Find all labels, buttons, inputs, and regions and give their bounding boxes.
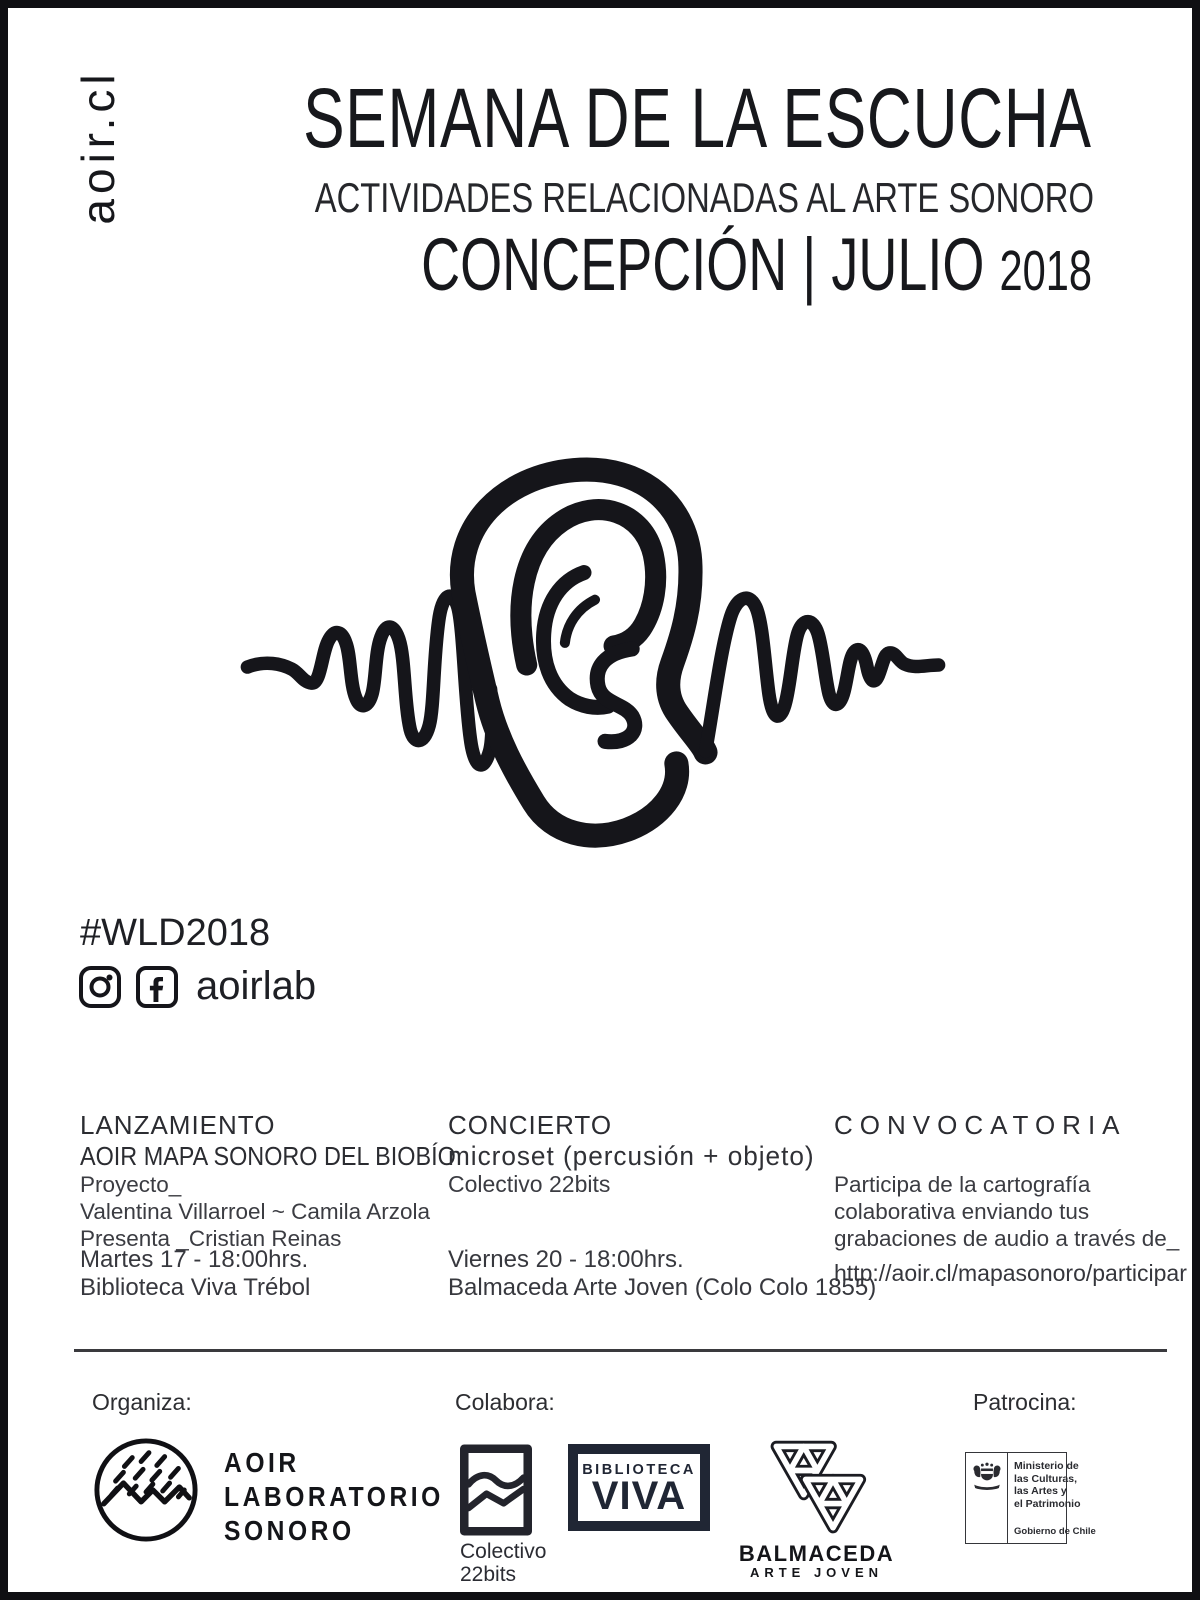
participation-url[interactable]: http://aoir.cl/mapasonoro/participar xyxy=(834,1260,1187,1286)
event-heading: CONVOCATORIA xyxy=(834,1110,1127,1140)
event-column-concierto xyxy=(448,1108,877,1318)
balmaceda-logo-tagline: ARTE JOVEN xyxy=(749,1565,884,1580)
page-subtitle: ACTIVIDADES RELACIONADAS AL ARTE SONORO xyxy=(314,174,1094,221)
organiza-label: Organiza: xyxy=(92,1389,192,1415)
event-column-convocatoria xyxy=(834,1108,1187,1318)
soundwave-right xyxy=(706,598,939,751)
soundwave-left xyxy=(247,596,491,765)
event-heading: LANZAMIENTO xyxy=(80,1110,276,1140)
event-details: Proyecto_ Valentina Villarroel ~ Camila Arzola Presenta _Cristian Reinas xyxy=(80,1172,430,1251)
social-row xyxy=(78,964,316,1009)
event-column-lanzamiento xyxy=(80,1108,456,1318)
event-details: Colectivo 22bits xyxy=(448,1171,611,1197)
event-schedule: Martes 17 - 18:00hrs. Biblioteca Viva Trébol xyxy=(80,1246,311,1301)
aoir-laboratorio-sonoro-logo xyxy=(92,1436,200,1544)
event-details: Participa de la cartografía colaborativa enviando tus grabaciones de audio a través de_ xyxy=(834,1172,1180,1251)
ministerio-text: Ministerio de las Culturas, las Artes y el Patrimonio xyxy=(1014,1460,1081,1510)
colectivo-22bits-logo xyxy=(460,1444,532,1536)
ear-outline xyxy=(462,470,706,836)
site-label-text: aoir.cl xyxy=(72,69,124,225)
ear-waveform-illustration xyxy=(240,444,946,886)
ministerio-culturas-logo xyxy=(965,1452,1096,1544)
instagram-icon[interactable] xyxy=(78,965,122,1009)
event-subheading: microset (percusión + objeto) xyxy=(448,1141,815,1171)
social-handle[interactable]: aoirlab xyxy=(196,964,317,1008)
footer-divider xyxy=(74,1349,1167,1352)
gobierno-de-chile-text: Gobierno de Chile xyxy=(1014,1526,1096,1537)
aoir-logo-text: AOIR LABORATORIO SONORO xyxy=(224,1447,444,1546)
events-section xyxy=(8,1108,1192,1318)
event-heading: CONCIERTO xyxy=(448,1110,613,1140)
ear-tragus-line xyxy=(565,600,595,643)
balmaceda-arte-joven-logo xyxy=(760,1436,872,1540)
colabora-label: Colabora: xyxy=(455,1389,555,1415)
page-title: SEMANA DE LA ESCUCHA xyxy=(303,71,1092,165)
hashtag: #WLD2018 xyxy=(80,912,271,954)
colectivo-caption: Colectivo 22bits xyxy=(460,1540,547,1586)
patrocina-label: Patrocina: xyxy=(973,1389,1077,1415)
facebook-icon[interactable] xyxy=(135,965,179,1009)
location-date-line: CONCEPCIÓN | JULIO 2018 xyxy=(421,223,1092,306)
balmaceda-logo-name: BALMACEDA xyxy=(738,1541,895,1566)
ear-antihelix-curve xyxy=(597,649,635,742)
biblioteca-viva-logo: BIBLIOTECA VIVA xyxy=(568,1444,710,1531)
chile-coat-of-arms-icon xyxy=(966,1453,1008,1543)
event-subheading: AOIR MAPA SONORO DEL BIOBÍO xyxy=(80,1141,456,1171)
event-schedule: Viernes 20 - 18:00hrs. Balmaceda Arte Joven (Colo Colo 1855) xyxy=(448,1246,877,1301)
